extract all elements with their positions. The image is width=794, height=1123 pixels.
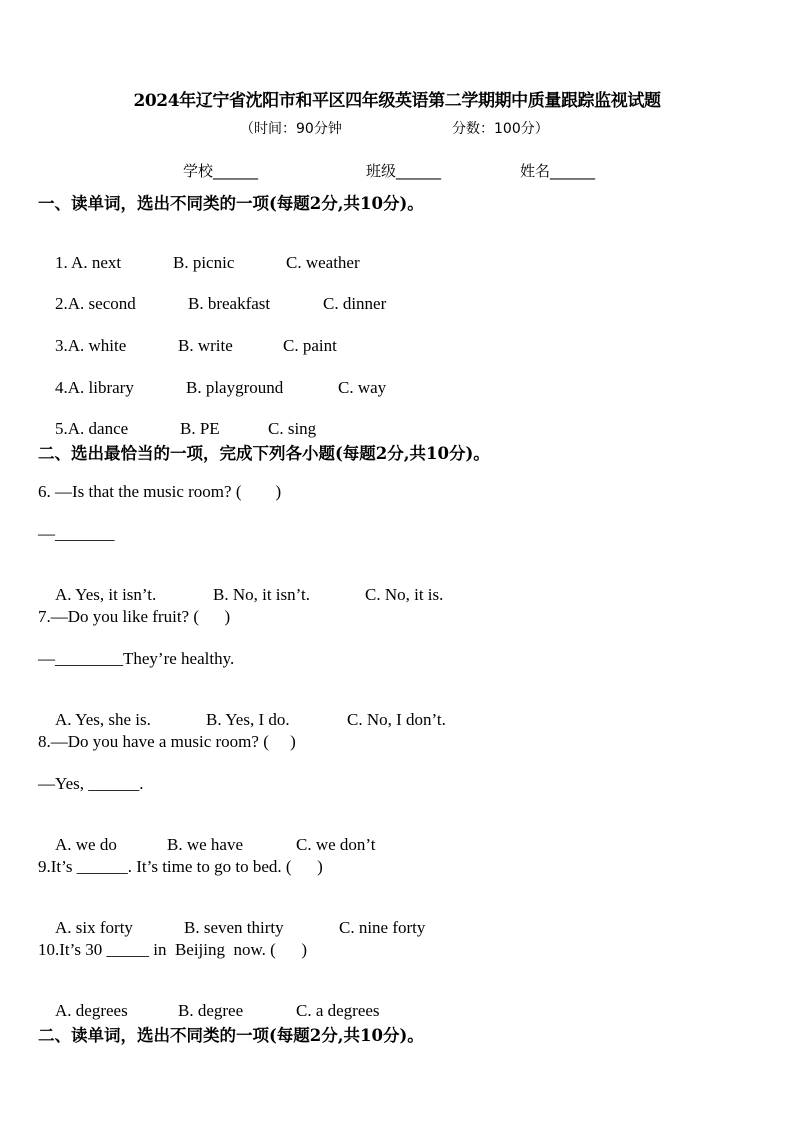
option-a: A. Yes, she is. bbox=[55, 710, 151, 729]
option-a: A. six forty bbox=[55, 918, 133, 937]
option-a: 3.A. white bbox=[55, 336, 127, 355]
question-10-stem: 10.It’s 30 _____ in Beijing now. ( ) bbox=[38, 940, 307, 959]
option-c: C. we don’t bbox=[296, 835, 376, 854]
page-title: 2024年辽宁省沈阳市和平区四年级英语第二学期期中质量跟踪监视试题 bbox=[133, 91, 661, 111]
option-b: B. Yes, I do. bbox=[206, 710, 290, 729]
option-b: B. PE bbox=[180, 419, 220, 438]
option-c: C. a degrees bbox=[296, 1001, 380, 1020]
option-a: A. we do bbox=[55, 835, 117, 854]
option-b: B. No, it isn’t. bbox=[213, 585, 310, 604]
section-heading-3: 二、读单词，选出不同类的一项(每题2分,共10分)。 bbox=[38, 1026, 424, 1045]
option-a: 4.A. library bbox=[55, 378, 134, 397]
option-a: 2.A. second bbox=[55, 294, 136, 313]
question-8-reply: —Yes, ______. bbox=[38, 774, 144, 793]
question-6-reply: —_______ bbox=[38, 524, 115, 543]
question-9-stem: 9.It’s ______. It’s time to go to bed. ( ) bbox=[38, 857, 323, 876]
option-c: C. nine forty bbox=[339, 918, 426, 937]
option-c: C. paint bbox=[283, 336, 337, 355]
question-7-reply: —________They’re healthy. bbox=[38, 649, 235, 668]
section-heading-1: 一、读单词，选出不同类的一项(每题2分,共10分)。 bbox=[38, 194, 424, 213]
school-field: 学校______ bbox=[183, 162, 259, 180]
option-b: B. degree bbox=[178, 1001, 244, 1020]
option-c: C. way bbox=[338, 378, 387, 397]
option-b: B. seven thirty bbox=[184, 918, 284, 937]
option-b: B. we have bbox=[167, 835, 244, 854]
question-6-stem: 6. —Is that the music room? ( ) bbox=[38, 482, 282, 501]
class-field: 班级______ bbox=[366, 162, 442, 180]
option-b: B. write bbox=[178, 336, 233, 355]
exam-score: 分数：100分） bbox=[452, 121, 549, 137]
student-info bbox=[183, 160, 595, 181]
option-c: C. sing bbox=[268, 419, 317, 438]
option-a: 5.A. dance bbox=[55, 419, 129, 438]
section-heading-2: 二、选出最恰当的一项，完成下列各小题(每题2分,共10分)。 bbox=[38, 444, 490, 463]
exam-info bbox=[240, 118, 549, 138]
question-8-stem: 8.—Do you have a music room? ( ) bbox=[38, 732, 296, 751]
option-c: C. No, it is. bbox=[365, 585, 444, 604]
option-b: B. picnic bbox=[173, 253, 235, 272]
option-a: A. degrees bbox=[55, 1001, 128, 1020]
question-7-stem: 7.—Do you like fruit? ( ) bbox=[38, 607, 231, 626]
option-c: C. No, I don’t. bbox=[347, 710, 446, 729]
option-b: B. breakfast bbox=[188, 294, 271, 313]
exam-time: （时间：90分钟 bbox=[240, 121, 342, 137]
option-c: C. dinner bbox=[323, 294, 387, 313]
option-b: B. playground bbox=[186, 378, 284, 397]
option-a: 1. A. next bbox=[55, 253, 122, 272]
name-field: 姓名______ bbox=[520, 162, 596, 180]
option-c: C. weather bbox=[286, 253, 360, 272]
option-a: A. Yes, it isn’t. bbox=[55, 585, 157, 604]
